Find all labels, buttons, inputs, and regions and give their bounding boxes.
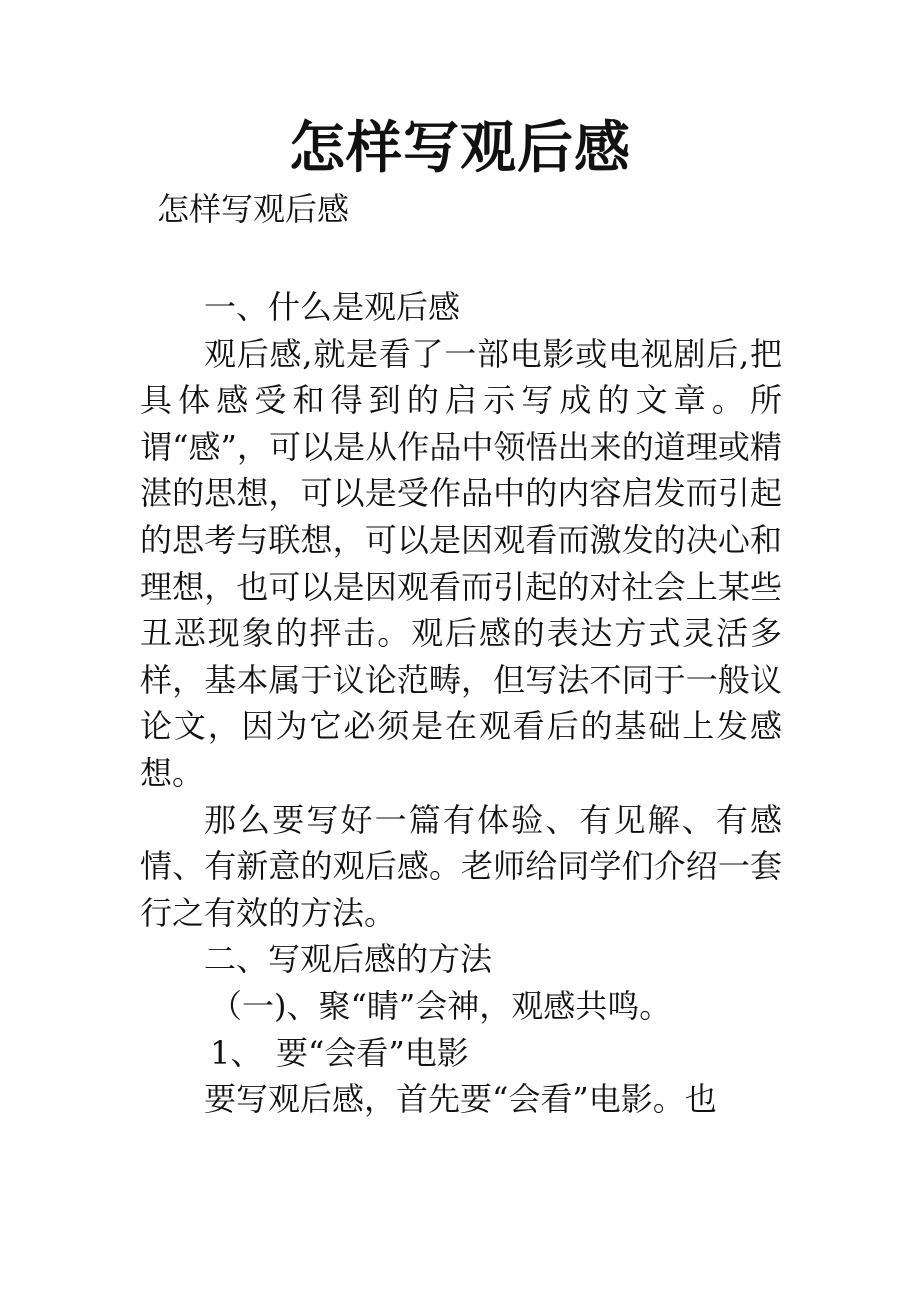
document-body	[140, 284, 782, 1123]
body-paragraph: 观后感,就是看了一部电影或电视剧后,把具体感受和得到的启示写成的文章。所谓“感”，可以是从作品中领悟出来的道理或精湛的思想，可以是受作品中的内容启发而引起的思考与联想，可以是因观看而激发的决心和理想，也可以是因观看而引起的对社会上某些丑恶现象的抨击。观后感的表达方式灵活多样，基本属于议论范畴，但写法不同于一般议论文，因为它必须是在观看后的基础上发感想。	[140, 334, 782, 792]
subsection-heading: （一)、聚“睛”会神，观感共鸣。	[210, 986, 672, 1025]
body-paragraph: 那么要写好一篇有体验、有见解、有感情、有新意的观后感。老师给同学们介绍一套行之有效的方法。	[140, 800, 782, 932]
document-subtitle: 怎样写观后感	[157, 190, 350, 228]
numbered-item	[140, 1030, 782, 1077]
section-heading: 二、写观后感的方法	[204, 940, 493, 979]
document-title: 怎样写观后感	[289, 115, 631, 181]
body-paragraph: 要写观后感，首先要“会看”电影。也	[204, 1080, 717, 1119]
section-heading: 一、什么是观后感	[204, 288, 461, 326]
item-text: 要“会看”电影	[276, 1033, 469, 1072]
item-number: 1、	[210, 1033, 263, 1072]
